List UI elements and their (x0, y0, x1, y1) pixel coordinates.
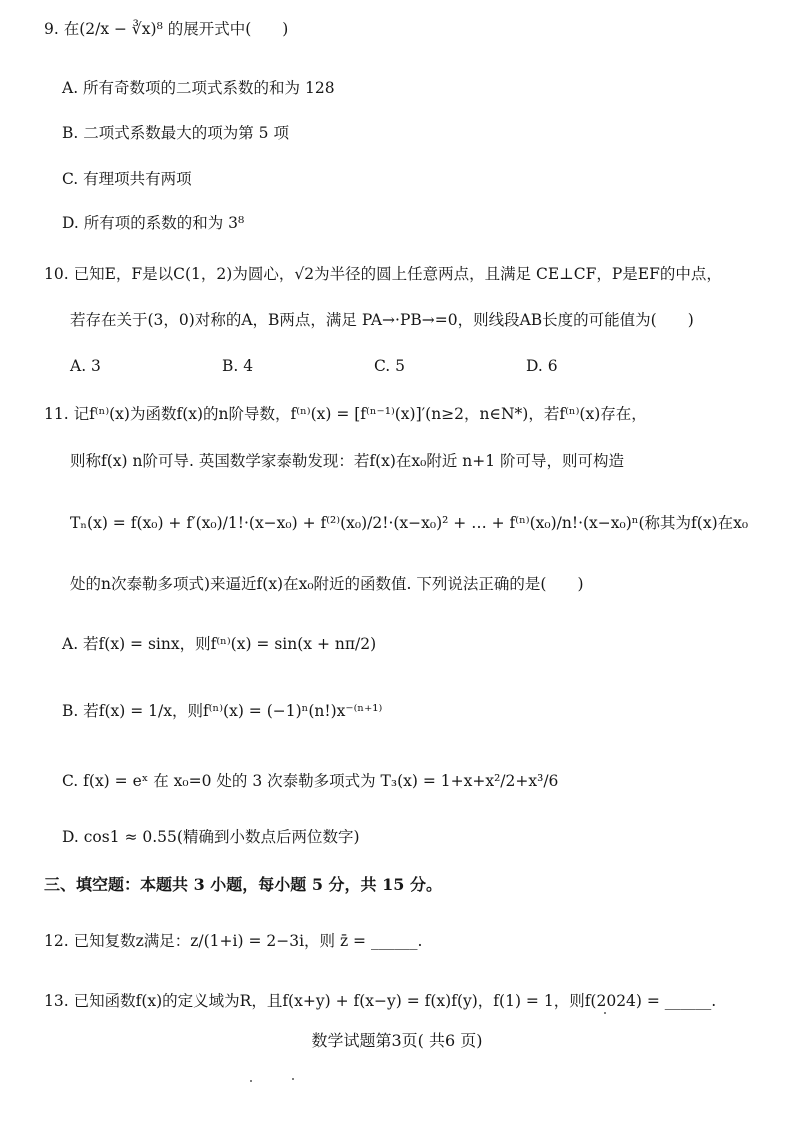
q9-option-d: D. 所有项的系数的和为 3⁸ (62, 214, 245, 232)
q10-option-d: D. 6 (526, 357, 558, 375)
q11-taylor-formula: Tₙ(x) = f(x₀) + f′(x₀)/1!·(x−x₀) + f⁽²⁾(x₀)/2!·(x−x₀)² + … + f⁽ⁿ⁾(x₀)/n!·(x−x₀)ⁿ(称其为f(x)在x₀ (70, 514, 749, 532)
q9-option-b: B. 二项式系数最大的项为第 5 项 (62, 124, 289, 142)
q11-option-a: A. 若f(x) = sinx，则f⁽ⁿ⁾(x) = sin(x + nπ/2) (62, 635, 377, 653)
q9-stem: 9. 在(2/x − ∛x)⁸ 的展开式中( ) (44, 20, 289, 38)
q11-line1: 11. 记f⁽ⁿ⁾(x)为函数f(x)的n阶导数，f⁽ⁿ⁾(x) = [f⁽ⁿ⁻¹⁾(x)]′(n≥2，n∈N*)，若f⁽ⁿ⁾(x)存在， (44, 405, 647, 423)
q13-stem: 13. 已知函数f(x)的定义域为R，且f(x+y) + f(x−y) = f(x)f(y)，f(1) = 1，则f(2024) = ______. (44, 992, 717, 1010)
page-footer: 数学试题第3页( 共6 页) (311, 1031, 483, 1050)
q9-option-c: C. 有理项共有两项 (62, 170, 192, 188)
q10-option-a: A. 3 (70, 357, 101, 375)
scan-speck (250, 1080, 252, 1082)
q10-options (70, 355, 794, 377)
q9-option-a: A. 所有奇数项的二项式系数的和为 128 (62, 79, 335, 97)
q11-option-c: C. f(x) = eˣ 在 x₀=0 处的 3 次泰勒多项式为 T₃(x) = 1+x+x²/2+x³/6 (62, 772, 559, 790)
q10-line1: 10. 已知E，F是以C(1，2)为圆心，√2为半径的圆上任意两点，且满足 CE⊥CF，P是EF的中点， (44, 265, 722, 283)
q10-option-b: B. 4 (222, 357, 254, 375)
q12-stem: 12. 已知复数z满足：z/(1+i) = 2−3i，则 z̄ = ______. (44, 932, 423, 950)
q11-option-b: B. 若f(x) = 1/x，则f⁽ⁿ⁾(x) = (−1)ⁿ(n!)x⁻⁽ⁿ⁺¹⁾ (62, 702, 383, 720)
q10-option-c: C. 5 (374, 357, 406, 375)
scan-speck (604, 1012, 606, 1014)
q10-line2: 若存在关于(3，0)对称的A，B两点，满足 PA→·PB→=0，则线段AB长度的可能值为( ) (70, 311, 694, 329)
q11-line4: 处的n次泰勒多项式)来逼近f(x)在x₀附近的函数值. 下列说法正确的是( ) (70, 575, 584, 593)
section-heading-fill-in: 三、填空题：本题共 3 小题，每小题 5 分，共 15 分。 (44, 875, 442, 894)
q11-line2: 则称f(x) n阶可导. 英国数学家泰勒发现：若f(x)在x₀附近 n+1 阶可导，则可构造 (70, 452, 625, 470)
q11-option-d: D. cos1 ≈ 0.55(精确到小数点后两位数字) (62, 828, 360, 846)
scan-speck (292, 1078, 294, 1080)
